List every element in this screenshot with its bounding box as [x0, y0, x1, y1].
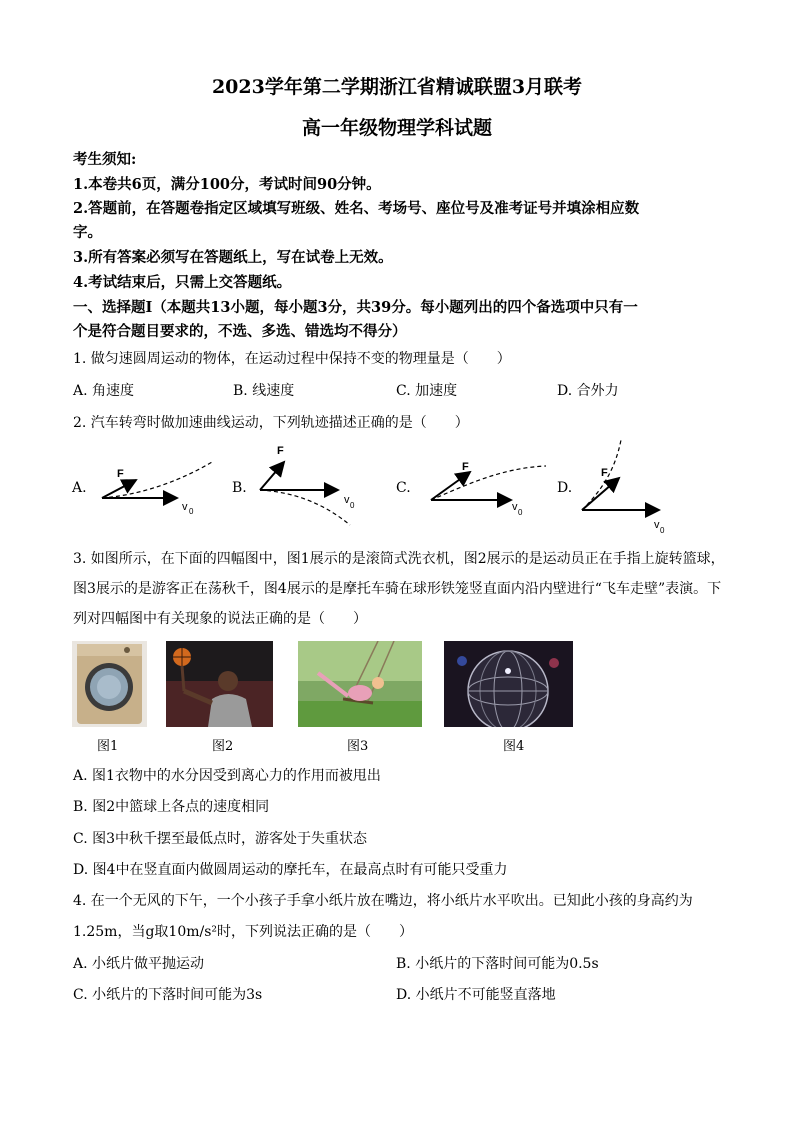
q3-option-b: B. 图2中篮球上各点的速度相同: [73, 799, 270, 815]
q4-option-d: D. 小纸片不可能竖直落地: [396, 987, 556, 1003]
force-arrow: [102, 480, 136, 498]
force-arrow: [582, 478, 619, 510]
velocity-subscript: 0: [350, 501, 355, 510]
section-heading: 一、选择题Ⅰ（本题共13小题，每小题3分，共39分。每小题列出的四个备选项中只有一: [73, 299, 638, 316]
q3-stem-line2: 图3展示的是游客正在荡秋千，图4展示的是摩托车骑在球形铁笼竖直面内沿内壁进行“飞车走壁”表演。下: [73, 581, 722, 597]
q2-diagram-b: [232, 440, 382, 540]
force-label: F: [117, 468, 124, 480]
q4-stem-line2: 1.25m，当g取10m/s²时，下列说法正确的是（ ）: [73, 924, 414, 940]
notice-item-4: 4.考试结束后，只需上交答题纸。: [73, 274, 292, 291]
section-heading-cont: 个是符合题目要求的，不选、多选、错选均不得分）: [73, 323, 407, 340]
force-label: F: [277, 445, 284, 457]
q4-option-b: B. 小纸片的下落时间可能为0.5s: [396, 956, 599, 972]
q1-option-d: D. 合外力: [557, 383, 619, 399]
q3-stem-line3: 列对四幅图中有关现象的说法正确的是（ ）: [73, 611, 367, 627]
q2-option-b-label: B.: [232, 480, 247, 496]
q3-option-c: C. 图3中秋千摆至最低点时，游客处于失重状态: [73, 831, 368, 847]
velocity-label: v: [344, 494, 350, 506]
q2-option-d-label: D.: [557, 480, 573, 496]
force-label: F: [601, 467, 608, 479]
q3-option-d: D. 图4中在竖直面内做圆周运动的摩托车，在最高点时有可能只受重力: [73, 862, 508, 878]
q2-option-c-label: C.: [396, 480, 411, 496]
force-arrow: [260, 462, 284, 490]
force-label: F: [462, 461, 469, 473]
figure-2-caption: 图2: [212, 739, 234, 754]
notice-item-2: 2.答题前，在答题卷指定区域填写班级、姓名、考场号、座位号及准考证号并填涂相应数: [73, 200, 640, 217]
velocity-label: v: [512, 501, 518, 513]
trajectory-diagram-a: [72, 440, 222, 540]
notice-item-1: 1.本卷共6页，满分100分，考试时间90分钟。: [73, 176, 381, 193]
q4-stem-line1: 4. 在一个无风的下午，一个小孩子手拿小纸片放在嘴边，将小纸片水平吹出。已知此小孩的身高约为: [73, 893, 693, 909]
q1-option-c: C. 加速度: [396, 383, 458, 399]
q1-option-a: A. 角速度: [73, 383, 135, 399]
q2-diagram-c: [396, 440, 556, 540]
figure-1-caption: 图1: [97, 739, 119, 754]
figure-3-caption: 图3: [347, 739, 369, 754]
trajectory-diagram-c: [396, 440, 556, 540]
velocity-subscript: 0: [660, 526, 665, 535]
trajectory-curve: [431, 466, 546, 500]
figure-4-globe-of-death: [444, 641, 573, 727]
velocity-label: v: [654, 519, 660, 531]
figure-2-basketball: [166, 641, 273, 727]
trajectory-diagram-b: [232, 440, 382, 540]
trajectory-diagram-d: [557, 440, 687, 540]
q1-option-b: B. 线速度: [233, 383, 295, 399]
exam-subtitle: 高一年级物理学科试题: [301, 117, 492, 139]
q4-option-c: C. 小纸片的下落时间可能为3s: [73, 987, 263, 1003]
q2-option-a-label: A.: [72, 480, 87, 496]
figure-1-washing-machine: [72, 641, 147, 727]
q3-option-a: A. 图1衣物中的水分因受到离心力的作用而被甩出: [73, 768, 381, 784]
q3-stem-line1: 3. 如图所示，在下面的四幅图中，图1展示的是滚筒式洗衣机，图2展示的是运动员正在手指上旋转篮球，: [73, 551, 725, 567]
notice-heading: 考生须知:: [73, 151, 137, 168]
figure-4-caption: 图4: [503, 739, 525, 754]
figure-3-swing: [298, 641, 422, 727]
q1-stem: 1. 做匀速圆周运动的物体，在运动过程中保持不变的物理量是（ ）: [73, 351, 511, 367]
notice-item-3: 3.所有答案必须写在答题纸上，写在试卷上无效。: [73, 249, 393, 266]
notice-item-2-cont: 字。: [73, 224, 102, 241]
q2-stem: 2. 汽车转弯时做加速曲线运动，下列轨迹描述正确的是（ ）: [73, 415, 469, 431]
exam-title: 2023学年第二学期浙江省精诚联盟3月联考: [211, 76, 583, 98]
velocity-subscript: 0: [518, 508, 523, 517]
q2-diagram-d: [557, 440, 687, 540]
velocity-label: v: [182, 501, 188, 513]
trajectory-curve: [260, 490, 350, 525]
velocity-subscript: 0: [189, 507, 194, 516]
q4-option-a: A. 小纸片做平抛运动: [73, 956, 205, 972]
q2-diagram-a: [72, 440, 222, 540]
